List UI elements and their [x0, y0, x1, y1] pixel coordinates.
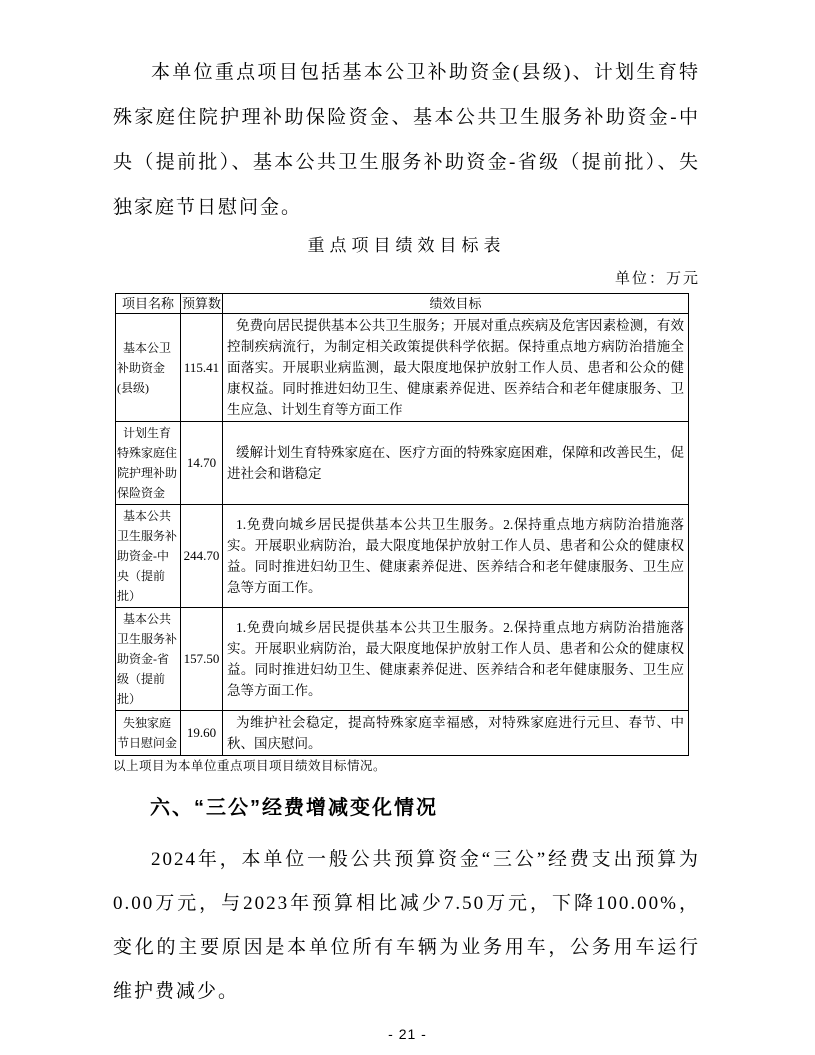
project-name-cell: 基本公共卫生服务补助资金-省级（提前批）	[116, 608, 181, 711]
project-name-cell: 基本公共卫生服务补助资金-中央（提前批）	[116, 505, 181, 608]
project-name-cell: 基本公卫补助资金(县级)	[116, 314, 181, 422]
table-title: 重点项目绩效目标表	[307, 236, 506, 255]
performance-table	[115, 293, 689, 756]
target-cell: 1.免费向城乡居民提供基本公共卫生服务。2.保持重点地方病防治措施落实。开展职业病防治，最大限度地保护放射工作人员、患者和公众的健康权益。同时推进妇幼卫生、健康素养促进、医养结合和老年健康服务、卫生应急等方面工作。	[223, 608, 689, 711]
target-cell: 缓解计划生育特殊家庭在、医疗方面的特殊家庭困难，保障和改善民生，促进社会和谐稳定	[223, 422, 689, 505]
table-row	[116, 505, 689, 608]
section-heading: 六、“三公”经费增减变化情况	[150, 797, 438, 819]
column-header-target: 绩效目标	[223, 294, 689, 314]
budget-cell: 157.50	[181, 608, 223, 711]
project-name-cell: 计划生育特殊家庭住院护理补助保险资金	[116, 422, 181, 505]
target-cell: 免费向居民提供基本公共卫生服务；开展对重点疾病及危害因素检测，有效控制疾病流行，为制定相关政策提供科学依据。保持重点地方病防治措施全面落实。开展职业病监测，最大限度地保护放射工作人员、患者和公众的健康权益。同时推进妇幼卫生、健康素养促进、医养结合和老年健康服务、卫生应急、计划生育等方面工作	[223, 314, 689, 422]
table-header-row	[116, 294, 689, 314]
column-header-project-name: 项目名称	[116, 294, 181, 314]
intro-paragraph: 本单位重点项目包括基本公卫补助资金(县级)、计划生育特殊家庭住院护理补助保险资金、基本公共卫生服务补助资金-中央（提前批）、基本公共卫生服务补助资金-省级（提前批）、失独家庭节日慰问金。	[113, 62, 700, 218]
table-note: 以上项目为本单位重点项目项目绩效目标情况。	[113, 759, 387, 773]
table-row	[116, 711, 689, 756]
table-row	[116, 608, 689, 711]
budget-cell: 115.41	[181, 314, 223, 422]
column-header-budget: 预算数	[181, 294, 223, 314]
change-paragraph: 2024年，本单位一般公共预算资金“三公”经费支出预算为0.00万元，与2023年预算相比减少7.50万元，下降100.00%，变化的主要原因是本单位所有车辆为业务用车，公务用车运行维护费减少。	[113, 849, 700, 1002]
target-cell: 1.免费向城乡居民提供基本公共卫生服务。2.保持重点地方病防治措施落实。开展职业病防治，最大限度地保护放射工作人员、患者和公众的健康权益。同时推进妇幼卫生、健康素养促进、医养结合和老年健康服务、卫生应急等方面工作。	[223, 505, 689, 608]
budget-cell: 19.60	[181, 711, 223, 756]
page-number: - 21 -	[388, 1026, 427, 1042]
budget-cell: 244.70	[181, 505, 223, 608]
target-cell: 为维护社会稳定，提高特殊家庭幸福感，对特殊家庭进行元旦、春节、中秋、国庆慰问。	[223, 711, 689, 756]
budget-cell: 14.70	[181, 422, 223, 505]
table-row	[116, 314, 689, 422]
table-row	[116, 422, 689, 505]
project-name-cell: 失独家庭节日慰问金	[116, 711, 181, 756]
unit-label: 单位：万元	[614, 271, 700, 287]
